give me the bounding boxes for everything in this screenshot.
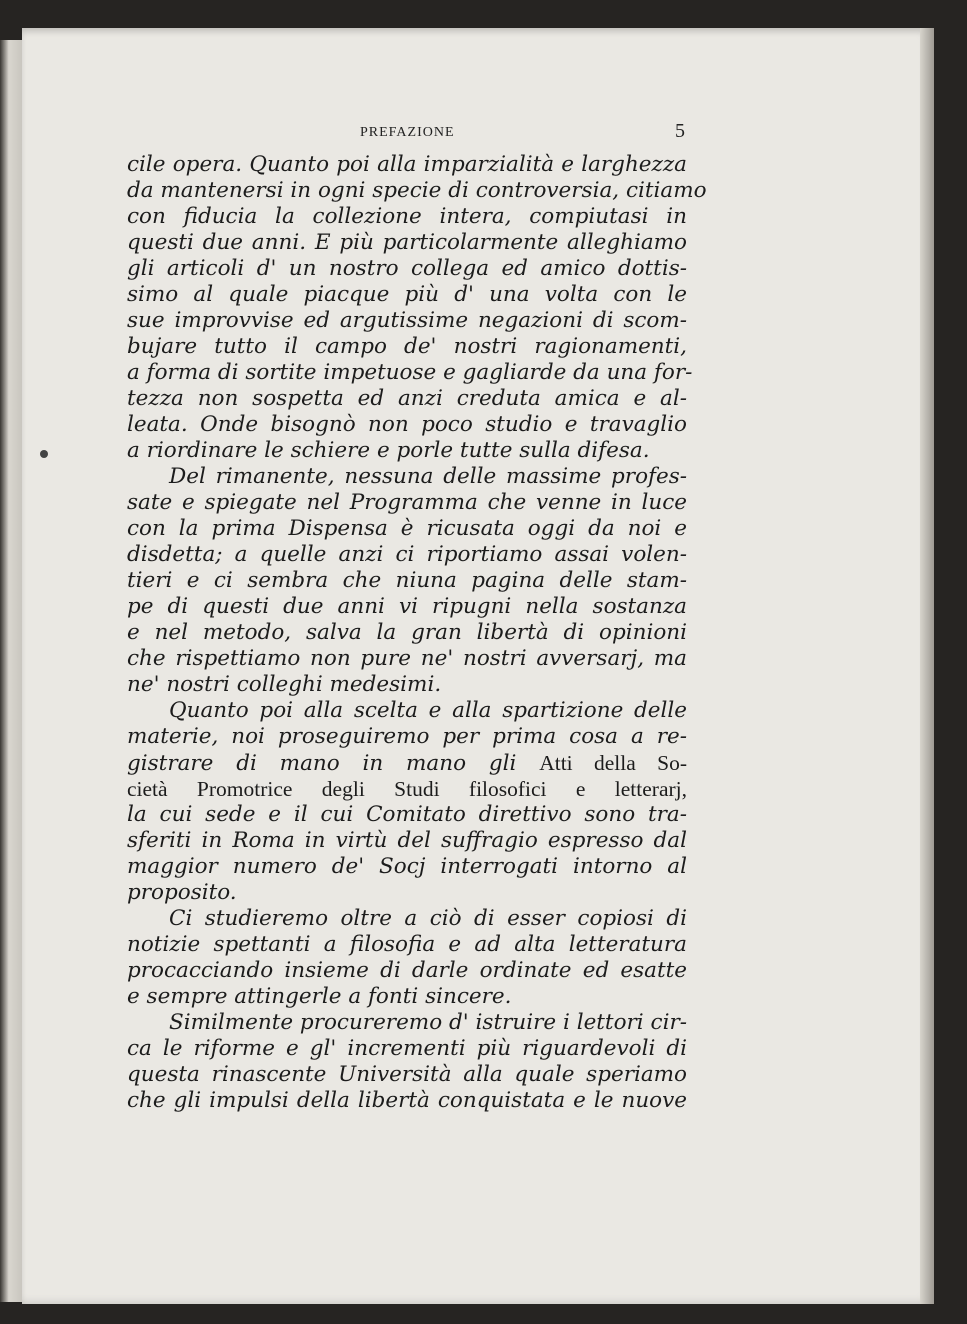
paragraph-start-line: Quanto poi alla scelta e alla spartizione delle	[169, 698, 687, 723]
text-segment-roman: Atti della So-	[539, 751, 687, 775]
text-line: e nel metodo, salva la gran libertà di opinioni	[127, 620, 687, 645]
text-line: ca le riforme e gl' incrementi più riguardevoli di	[127, 1036, 687, 1061]
running-head: PREFAZIONE	[360, 125, 455, 140]
paragraph-start-line: Del rimanente, nessuna delle massime profes-	[169, 464, 687, 489]
text-line: sue improvvise ed argutissime negazioni di scom-	[127, 308, 687, 333]
text-line: sate e spiegate nel Programma che venne in luce	[127, 490, 687, 515]
text-line: questa rinascente Università alla quale speriamo	[127, 1062, 687, 1087]
text-line: con fiducia la collezione intera, compiutasi in	[127, 204, 687, 229]
text-line: che rispettiamo non pure ne' nostri avversarj, ma	[127, 646, 687, 671]
text-line: da mantenersi in ogni specie di controversia, citiamo	[127, 178, 707, 203]
text-line: con la prima Dispensa è ricusata oggi da noi e	[127, 516, 687, 541]
text-line: leata. Onde bisognò non poco studio e travaglio	[127, 412, 687, 437]
text-line: gli articoli d' un nostro collega ed amico dottis-	[127, 256, 687, 281]
text-line: e sempre attingerle a fonti sincere.	[127, 984, 512, 1009]
page-number: 5	[675, 120, 685, 142]
text-line: pe di questi due anni vi ripugni nella sostanza	[127, 594, 687, 619]
text-line: a forma di sortite impetuose e gagliarde da una for-	[127, 360, 693, 385]
text-line: la cui sede e il cui Comitato direttivo sono tra-	[127, 802, 687, 827]
text-line-roman: cietà Promotrice degli Studi filosofici e letterarj,	[127, 777, 687, 801]
paragraph-start-line: Similmente procureremo d' istruire i lettori cir-	[169, 1010, 687, 1035]
page-edge-shadow	[920, 28, 934, 1304]
paragraph-start-line: Ci studieremo oltre a ciò di esser copiosi di	[169, 906, 687, 931]
text-line: maggior numero de' Socj interrogati intorno al	[127, 854, 687, 879]
text-line: simo al quale piacque più d' una volta con le	[127, 282, 687, 307]
text-line: proposito.	[127, 880, 237, 905]
text-line: procacciando insieme di darle ordinate ed esatte	[127, 958, 687, 983]
text-line: che gli impulsi della libertà conquistata e le nuove	[127, 1088, 687, 1113]
text-line: a riordinare le schiere e porle tutte sulla difesa.	[127, 438, 650, 463]
text-line: notizie spettanti a filosofia e ad alta letteratura	[127, 932, 687, 957]
text-line: questi due anni. E più particolarmente alleghiamo	[127, 230, 687, 255]
text-line: sferiti in Roma in virtù del suffragio espresso dal	[127, 828, 687, 853]
previous-page-edge	[0, 40, 22, 1302]
text-line-mixed	[127, 750, 687, 776]
ink-speck	[40, 450, 48, 458]
text-line: tieri e ci sembra che niuna pagina delle stam-	[127, 568, 687, 593]
text-line: materie, noi proseguiremo per prima cosa a re-	[127, 724, 687, 749]
text-line: disdetta; a quelle anzi ci riportiamo assai volen-	[127, 542, 687, 567]
text-line: tezza non sospetta ed anzi creduta amica e al-	[127, 386, 687, 411]
text-line: cile opera. Quanto poi alla imparzialità e larghezza	[127, 152, 687, 177]
text-segment-italic: gistrare di mano in mano gli	[127, 751, 517, 776]
text-line: bujare tutto il campo de' nostri ragionamenti,	[127, 334, 687, 359]
text-line: ne' nostri colleghi medesimi.	[127, 672, 442, 697]
body-text	[127, 152, 707, 1114]
